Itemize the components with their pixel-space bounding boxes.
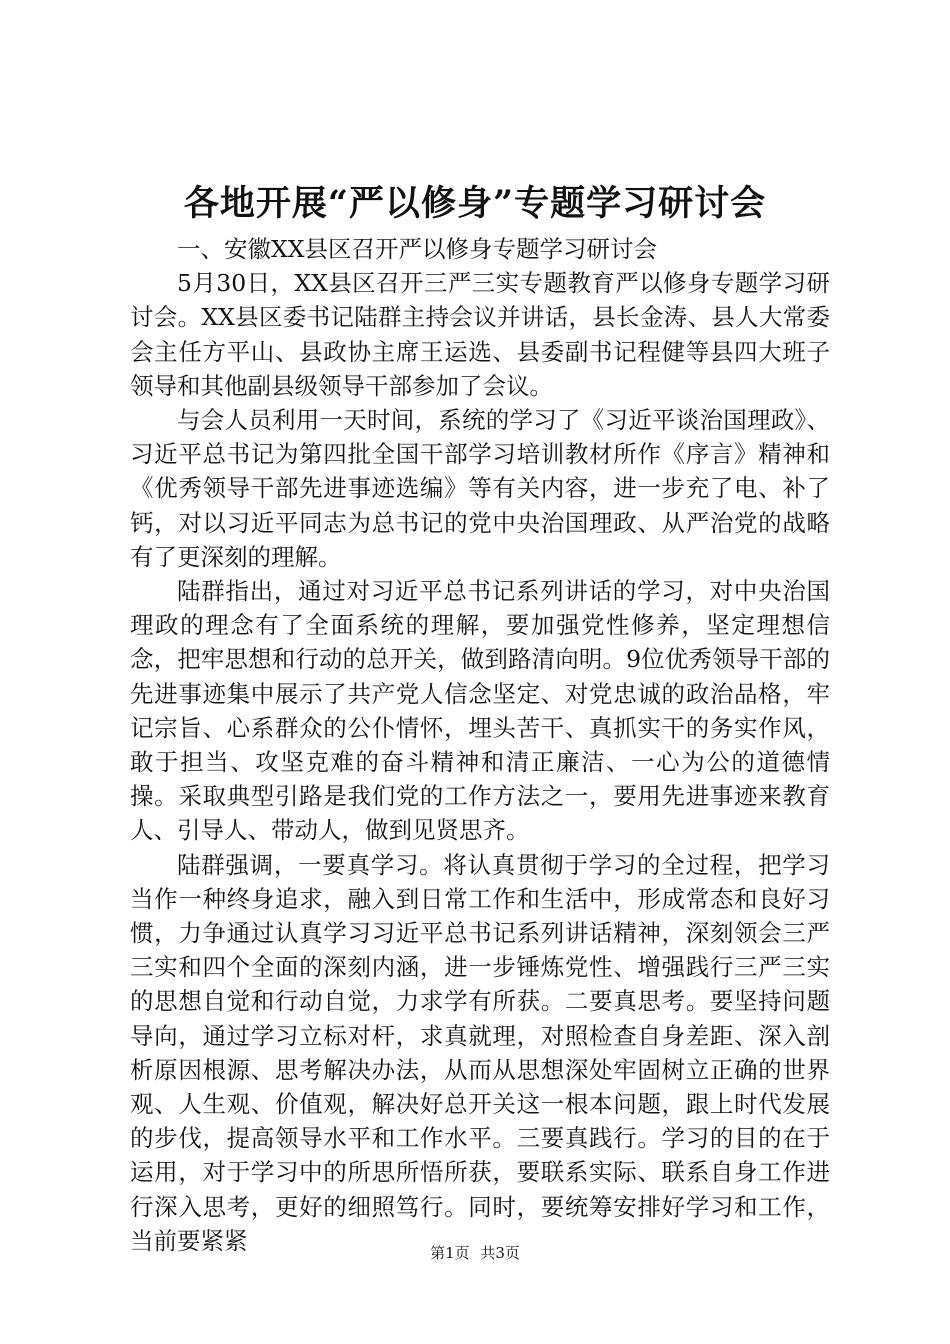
paragraph: 陆群指出，通过对习近平总书记系列讲话的学习，对中央治国理政的理念有了全面系统的理解，要加强党性修养，坚定理想信念，把牢思想和行动的总开关，做到路清向明。9位优秀领导干部的先进事迹集中展示了共产党人信念坚定、对党忠诚的政治品格，牢记宗旨、心系群众的公仆情怀，埋头苦干、真抓实干的务实作风，敢于担当、攻坚克难的奋斗精神和清正廉洁、一心为公的道德情操。采取典型引路是我们党的工作方法之一，要用先进事迹来教育人、引导人、带动人，做到见贤思齐。 [130,577,830,845]
paragraph: 5月30日，XX县区召开三严三实专题教育严以修身专题学习研讨会。XX县区委书记陆群主持会议并讲话，县长金涛、县人大常委会主任方平山、县政协主席王运选、县委副书记程健等县四大班子领导和其他副县级领导干部参加了会议。 [130,269,830,400]
page-total: 共3页 [480,1244,520,1262]
page-number: 第1页 [430,1244,470,1262]
document-body [130,232,830,1258]
page-footer [0,1242,950,1264]
paragraph: 陆群强调，一要真学习。将认真贯彻于学习的全过程，把学习当作一种终身追求，融入到日常工作和生活中，形成常态和良好习惯，力争通过认真学习习近平总书记系列讲话精神，深刻领会三严三实和四个全面的深刻内涵，进一步锤炼党性、增强践行三严三实的思想自觉和行动自觉，力求学有所获。二要真思考。要坚持问题导向，通过学习立标对杆，求真就理，对照检查自身差距、深入剖析原因根源、思考解决办法，从而从思想深处牢固树立正确的世界观、人生观、价值观，解决好总开关这一根本问题，跟上时代发展的步伐，提高领导水平和工作水平。三要真践行。学习的目的在于运用，对于学习中的所思所悟所获，要联系实际、联系自身工作进行深入思考，更好的细照笃行。同时，要统筹安排好学习和工作，当前要紧紧 [130,850,830,1255]
section-heading: 一、安徽XX县区召开严以修身专题学习研讨会 [177,235,657,263]
document-title: 各地开展“严以修身”专题学习研讨会 [183,183,767,224]
paragraph: 与会人员利用一天时间，系统的学习了《习近平谈治国理政》、习近平总书记为第四批全国干部学习培训教材所作《序言》精神和《优秀领导干部先进事迹选编》等有关内容，进一步充了电、补了钙，对以习近平同志为总书记的党中央治国理政、从严治党的战略有了更深刻的理解。 [130,406,830,571]
